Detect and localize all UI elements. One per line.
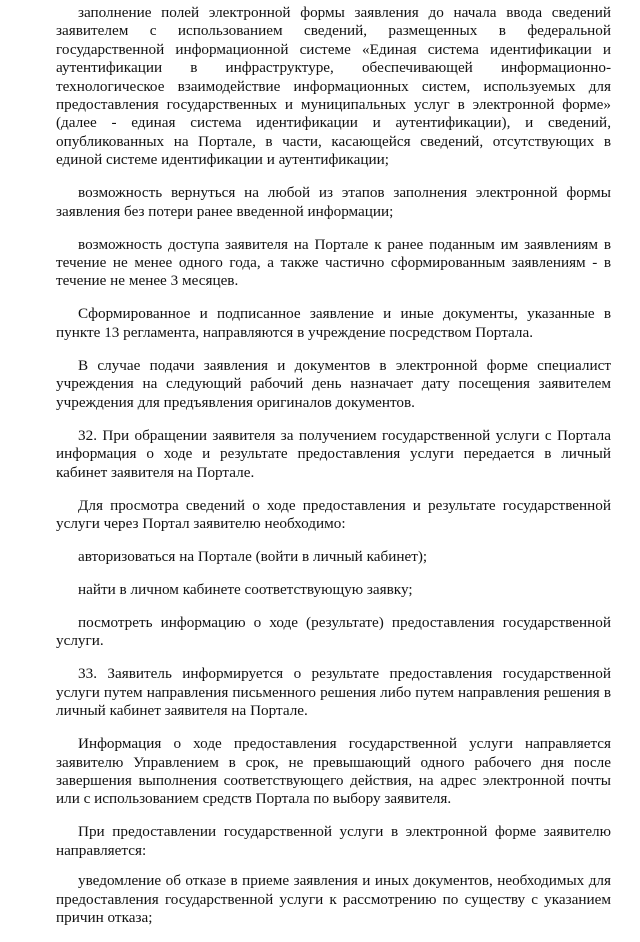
list-item-authorize: авторизоваться на Портале (войти в личный кабинет); (78, 547, 428, 565)
paragraph-section-33: 33. Заявитель информируется о результате предоставления государственной услуги путем направления письменного решения либо путем направления решения в личный кабинет заявителя на Портале. (56, 665, 611, 720)
document-page (56, 4, 611, 942)
list-item-find-request: найти в личном кабинете соответствующую заявку; (78, 580, 413, 598)
paragraph-identification-fill: заполнение полей электронной формы заявления до начала ввода сведений заявителем с использованием сведений, размещенных в федеральной государственной информационной системе «Единая система идентификации и аутентификации в инфраструктуре, обеспечивающей информационно-технологическое взаимодействие информационных систем, используемых для предоставления государственных и муниципальных услуг в электронной форме» (далее - единая система идентификации и аутентификации), и сведений, опубликованных на Портале, в части, касающейся сведений, отсутствующих в единой системе идентификации и аутентификации; (56, 4, 611, 169)
paragraph-progress-information: Информация о ходе предоставления государственной услуги направляется заявителю Управлением в срок, не превышающий одного рабочего дня после завершения выполнения соответствующего действия, на адрес электронной почты или с использованием средств Портала по выбору заявителя. (56, 735, 611, 808)
paragraph-view-progress: Для просмотра сведений о ходе предоставления и результате государственной услуги через Портал заявителю необходимо: (56, 496, 611, 532)
paragraph-electronic-submission: В случае подачи заявления и документов в электронной форме специалист учреждения на следующий рабочий день назначает дату посещения заявителем учреждения для предъявления оригиналов документов. (56, 356, 611, 411)
paragraph-electronic-service: При предоставлении государственной услуги в электронной форме заявителю направляется: (56, 823, 611, 859)
paragraph-access-to-applications: возможность доступа заявителя на Портале к ранее поданным им заявлениям в течение не менее одного года, а также частично сформированным заявлениям - в течение не менее 3 месяцев. (56, 235, 611, 290)
list-item-view-information: посмотреть информацию о ходе (результате) предоставления государственной услуги. (56, 613, 611, 650)
paragraph-return-to-step: возможность вернуться на любой из этапов заполнения электронной формы заявления без потери ранее введенной информации; (56, 184, 611, 220)
list-item-refusal-notice: уведомление об отказе в приеме заявления и иных документов, необходимых для предоставления государственной услуги к рассмотрению по существу с указанием причин отказа; (56, 872, 611, 926)
paragraph-section-32: 32. При обращении заявителя за получением государственной услуги с Портала информация о ходе и результате предоставления услуги передается в личный кабинет заявителя на Портале. (56, 426, 611, 481)
paragraph-submitted-application: Сформированное и подписанное заявление и иные документы, указанные в пункте 13 регламента, направляются в учреждение посредством Портала. (56, 305, 611, 341)
